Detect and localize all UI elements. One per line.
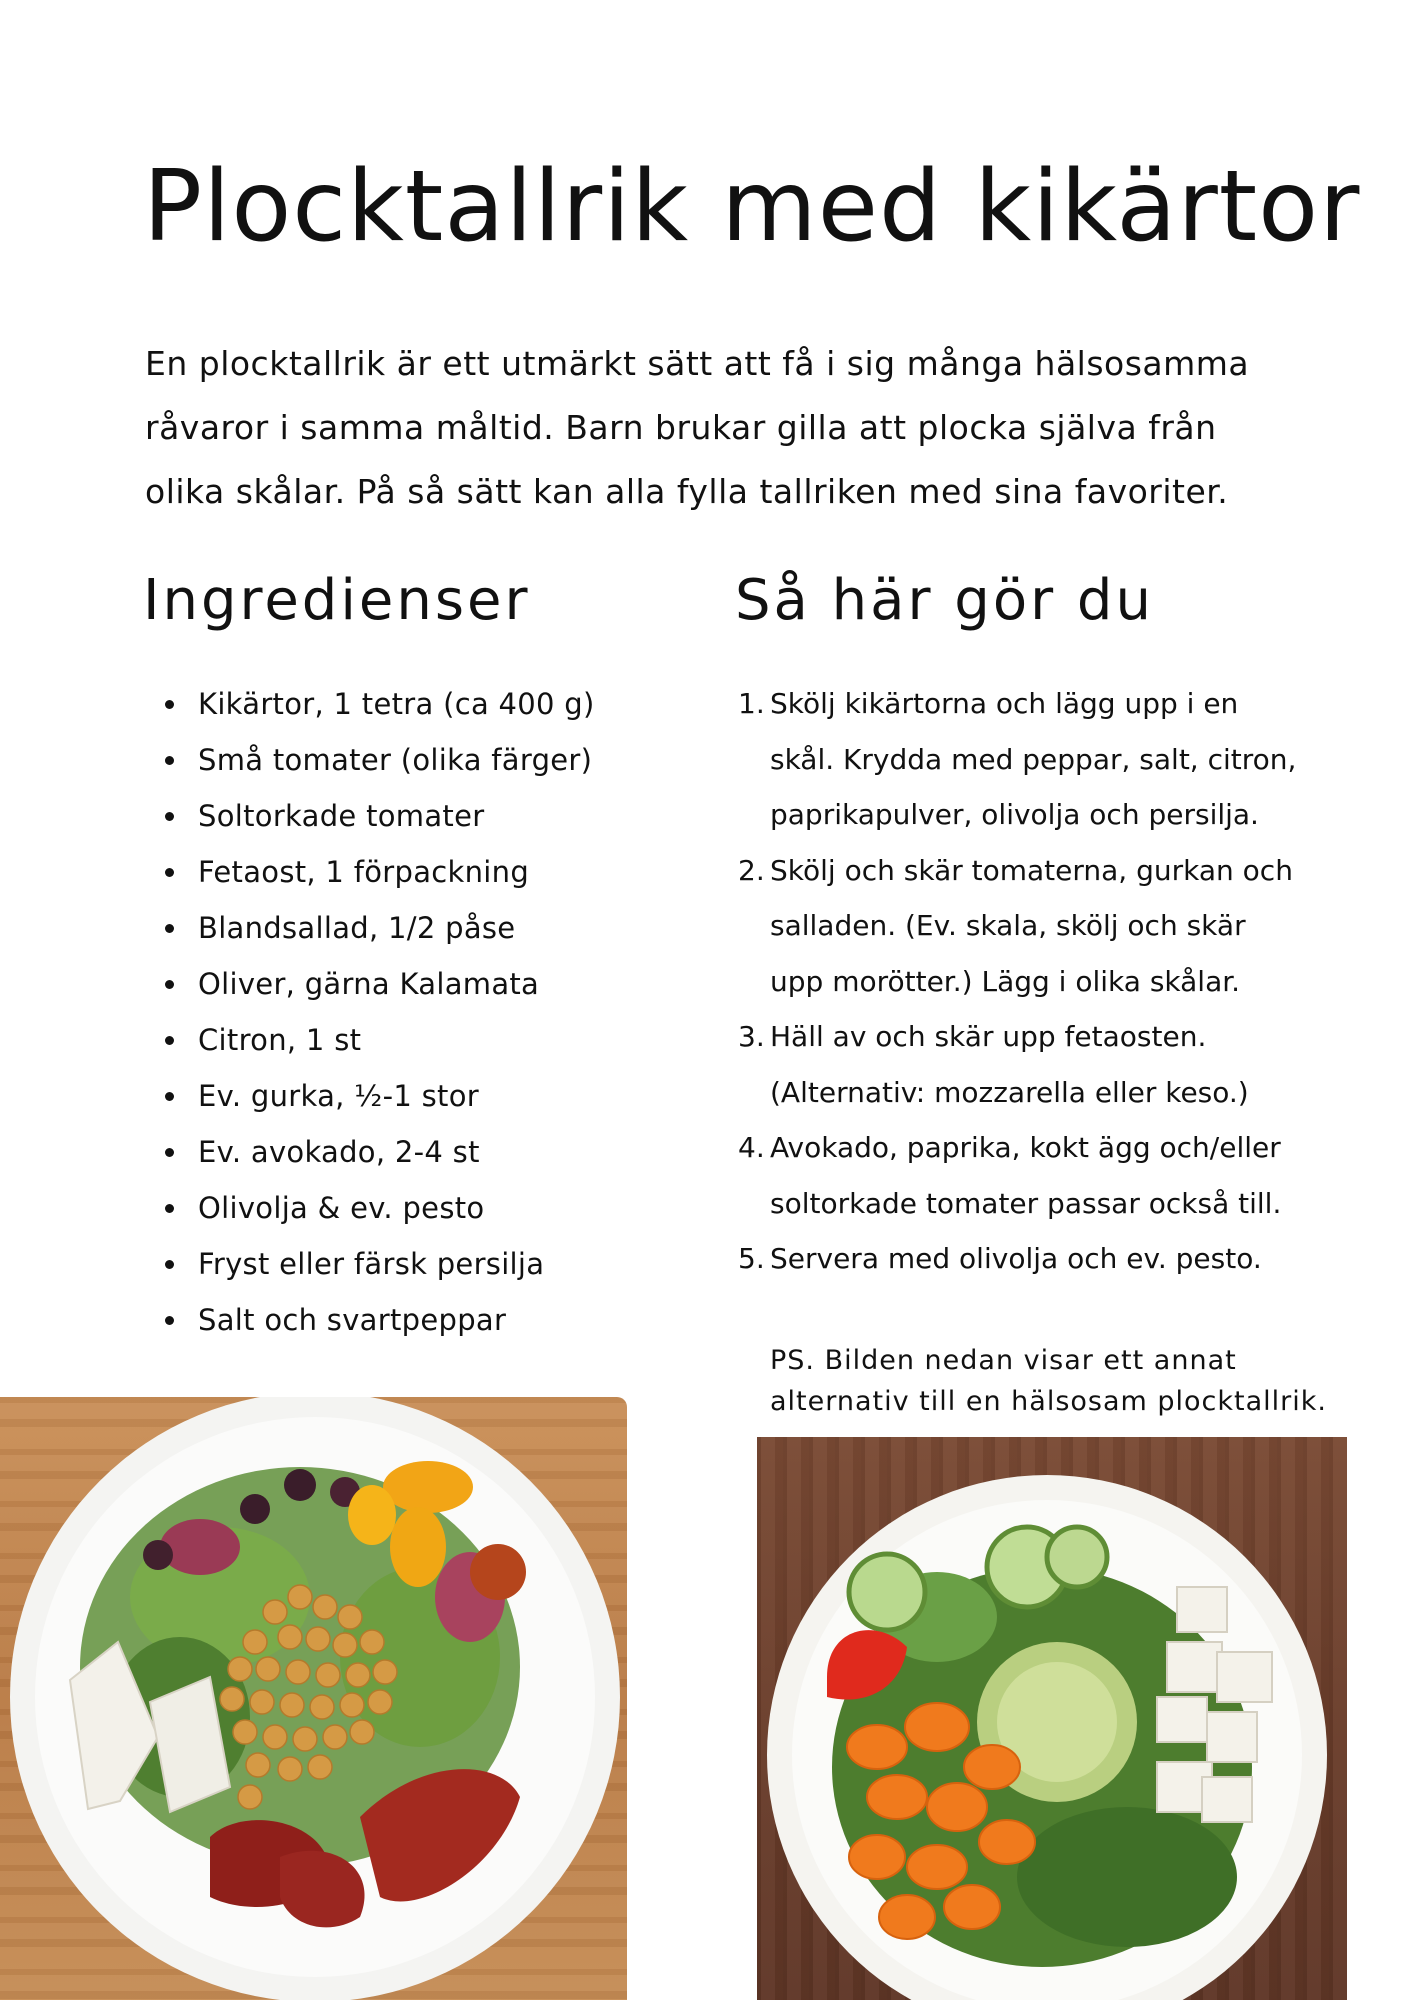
ingredient-item: Olivolja & ev. pesto bbox=[198, 1180, 595, 1236]
step-line: (Alternativ: mozzarella eller keso.) bbox=[770, 1075, 1249, 1109]
ingredient-item: Små tomater (olika färger) bbox=[198, 732, 595, 788]
plate-illustration bbox=[0, 1397, 627, 2000]
step-line: Avokado, paprika, kokt ägg och/eller bbox=[770, 1131, 1281, 1164]
method-step-1 bbox=[738, 676, 1338, 843]
ingredient-item: Fetaost, 1 förpackning bbox=[198, 844, 595, 900]
step-number: 1. bbox=[738, 687, 765, 720]
step-line: Servera med olivolja och ev. pesto. bbox=[770, 1242, 1262, 1275]
method-step-5 bbox=[738, 1231, 1338, 1287]
ingredient-item: Blandsallad, 1/2 påse bbox=[198, 900, 595, 956]
step-line: salladen. (Ev. skala, skölj och skär bbox=[770, 909, 1246, 942]
step-line: upp morötter.) Lägg i olika skålar. bbox=[770, 964, 1241, 998]
ingredient-item: Kikärtor, 1 tetra (ca 400 g) bbox=[198, 676, 595, 732]
plate-illustration bbox=[757, 1437, 1347, 2000]
method-step-3 bbox=[738, 1009, 1338, 1120]
step-number: 5. bbox=[738, 1242, 765, 1275]
method-steps bbox=[738, 676, 1338, 1287]
step-line: Skölj och skär tomaterna, gurkan och bbox=[770, 853, 1293, 887]
step-line: soltorkade tomater passar också till. bbox=[770, 1186, 1282, 1220]
chickpea-plate-photo bbox=[0, 1397, 627, 2000]
ingredient-item: Citron, 1 st bbox=[198, 1012, 595, 1068]
ingredients-heading: Ingredienser bbox=[143, 568, 531, 633]
ps-note bbox=[770, 1340, 1330, 1422]
ingredient-item: Fryst eller färsk persilja bbox=[198, 1236, 595, 1292]
ingredient-item: Salt och svartpeppar bbox=[198, 1292, 595, 1348]
ingredient-item: Ev. avokado, 2-4 st bbox=[198, 1124, 595, 1180]
step-line: Häll av och skär upp fetaosten. bbox=[770, 1020, 1207, 1053]
salad-plate-photo bbox=[757, 1437, 1347, 2000]
step-number: 3. bbox=[738, 1020, 765, 1053]
step-line: skål. Krydda med peppar, salt, citron, bbox=[770, 742, 1297, 776]
ingredient-item: Oliver, gärna Kalamata bbox=[198, 956, 595, 1012]
ingredient-item: Soltorkade tomater bbox=[198, 788, 595, 844]
step-number: 4. bbox=[738, 1131, 765, 1164]
ps-line: PS. Bilden nedan visar ett annat bbox=[770, 1345, 1237, 1376]
step-line: Skölj kikärtorna och lägg upp i en bbox=[770, 687, 1239, 720]
ingredients-list bbox=[198, 676, 595, 1348]
step-line: paprikapulver, olivolja och persilja. bbox=[770, 798, 1259, 831]
method-step-2 bbox=[738, 843, 1338, 1010]
page-title: Plocktallrik med kikärtor bbox=[143, 150, 1361, 264]
ps-line: alternativ till en hälsosam plocktallrik. bbox=[770, 1386, 1327, 1417]
step-number: 2. bbox=[738, 853, 765, 887]
method-step-4 bbox=[738, 1120, 1338, 1231]
ingredient-item: Ev. gurka, ½-1 stor bbox=[198, 1068, 595, 1124]
method-heading: Så här gör du bbox=[735, 568, 1154, 633]
intro-paragraph: En plocktallrik är ett utmärkt sätt att få i sig många hälsosamma råvaror i samma måltid. Barn brukar gilla att plocka själva från olika skålar. På så sätt kan alla fylla tallriken med sina favoriter. bbox=[145, 344, 1250, 511]
